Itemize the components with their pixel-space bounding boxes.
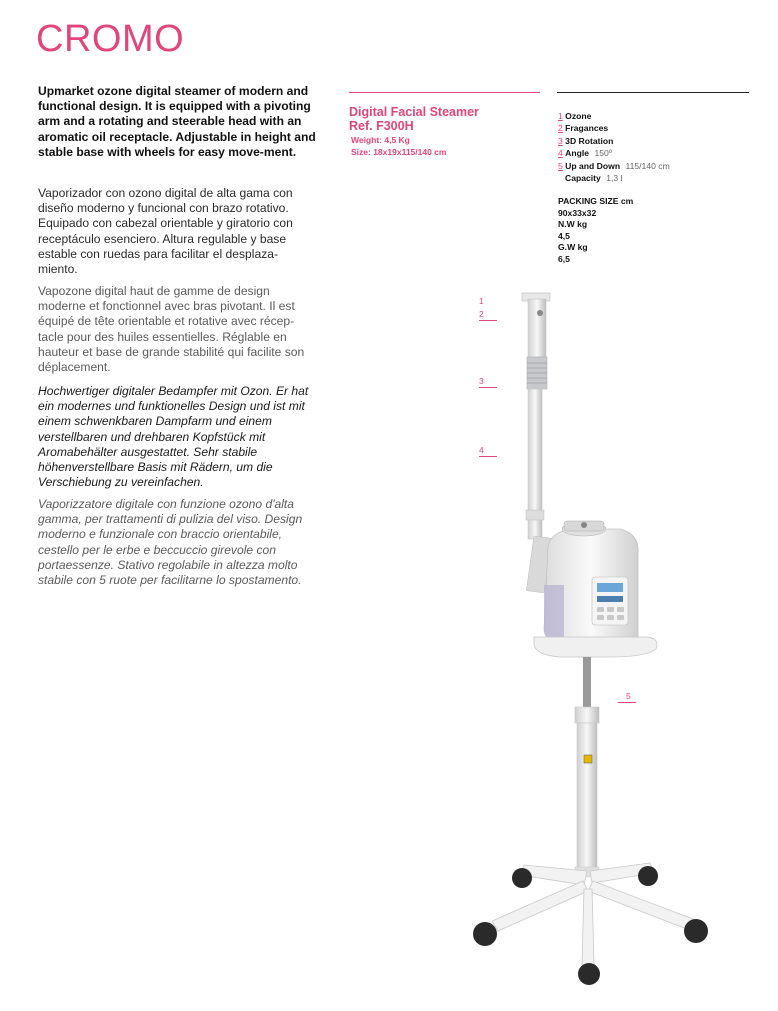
feature-number: 2 [558,123,563,134]
feature-label: Fragances [565,123,609,134]
feature-value: 115/140 cm [625,160,670,171]
feature-value: 150º [594,148,612,159]
callout-number: 1 [479,296,484,306]
feature-item-fragances [558,122,670,134]
callout-number: 3 [479,376,484,386]
description-italian: Vaporizzatore digitale con funzione ozono d'alta gamma, per trattamenti di pulizia del viso. Design moderno e funzionale con braccio orientabile, cestello per le erbe e beccuccio girevole con portaessenze. Stativo regolabile in altezza molto stabile con 5 ruote per facilitarne lo spostamento. [38,497,303,588]
feature-item-3d-rotation [558,135,670,147]
description-english: Upmarket ozone digital steamer of modern and functional design. It is equipped with a pivoting arm and a rotating and steerable head with an aromatic oil receptacle. Adjustable in height and stable base with wheels for easy move-ment. [38,84,316,159]
product-divider [349,92,540,93]
packing-title: PACKING SIZE cm [558,196,634,206]
feature-item-capacity [558,172,670,184]
feature-label: Ozone [565,111,592,121]
capacity-label: Capacity [565,173,601,184]
description-spanish: Vaporizador con ozono digital de alta gama con diseño moderno y funcional con brazo rotativo. Equipado con cabezal orientable y giratorio con receptáculo esenciero. Altura regulable y base estable con ruedas para facilitar el desplaza-miento. [38,186,293,277]
feature-label: Angle [565,148,590,159]
feature-number: 3 [558,135,563,146]
feature-number: 5 [558,160,563,171]
callout-number: 5 [626,691,631,701]
capacity-value: 1,3 l [606,173,623,184]
feature-label: Up and Down [565,160,621,171]
steamer-product-image [460,285,720,990]
specs-divider [557,92,749,93]
feature-item-ozone [558,110,670,122]
feature-number: 4 [558,148,563,159]
packing-info [558,196,633,266]
packing-dimensions: 90x33x32 [558,207,597,218]
description-french: Vapozone digital haut de gamme de design moderne et fonctionnel avec bras pivotant. Il est équipé de tête orientable et rotative avec récep-tacle pour des huiles essentielles. Réglable en hauteur et base de grande stabilité qui facilite son déplacement. [38,284,305,375]
callout-number: 4 [479,445,484,455]
product-ref: Ref. F300H [349,119,414,133]
feature-label: 3D Rotation [565,135,614,146]
feature-list [558,110,670,184]
product-name: Digital Facial Steamer [349,105,479,119]
brand-title: CROMO [36,18,185,60]
description-german: Hochwertiger digitaler Bedampfer mit Ozon. Er hat ein modernes und funktionelles Design und ist mit einem schwenkbaren Dampfarm und einem verstellbaren und drehbaren Kopfstück mit Aromabehälter ausgestattet. Sehr stabile höhenverstellbare Basis mit Rädern, um die Verschiebung zu vereinfachen. [38,384,309,490]
feature-item-up-and-down [558,160,670,172]
feature-number: 1 [558,111,563,121]
product-weight: Weight: 4,5 Kg [351,135,410,145]
net-weight-value: 4,5 [558,230,570,241]
feature-item-angle [558,147,670,159]
gross-weight-value: 6,5 [558,253,570,264]
gross-weight-label: G.W kg [558,242,588,253]
net-weight-label: N.W kg [558,219,588,230]
callout-number: 2 [479,309,484,319]
product-size: Size: 18x19x115/140 cm [351,147,447,157]
